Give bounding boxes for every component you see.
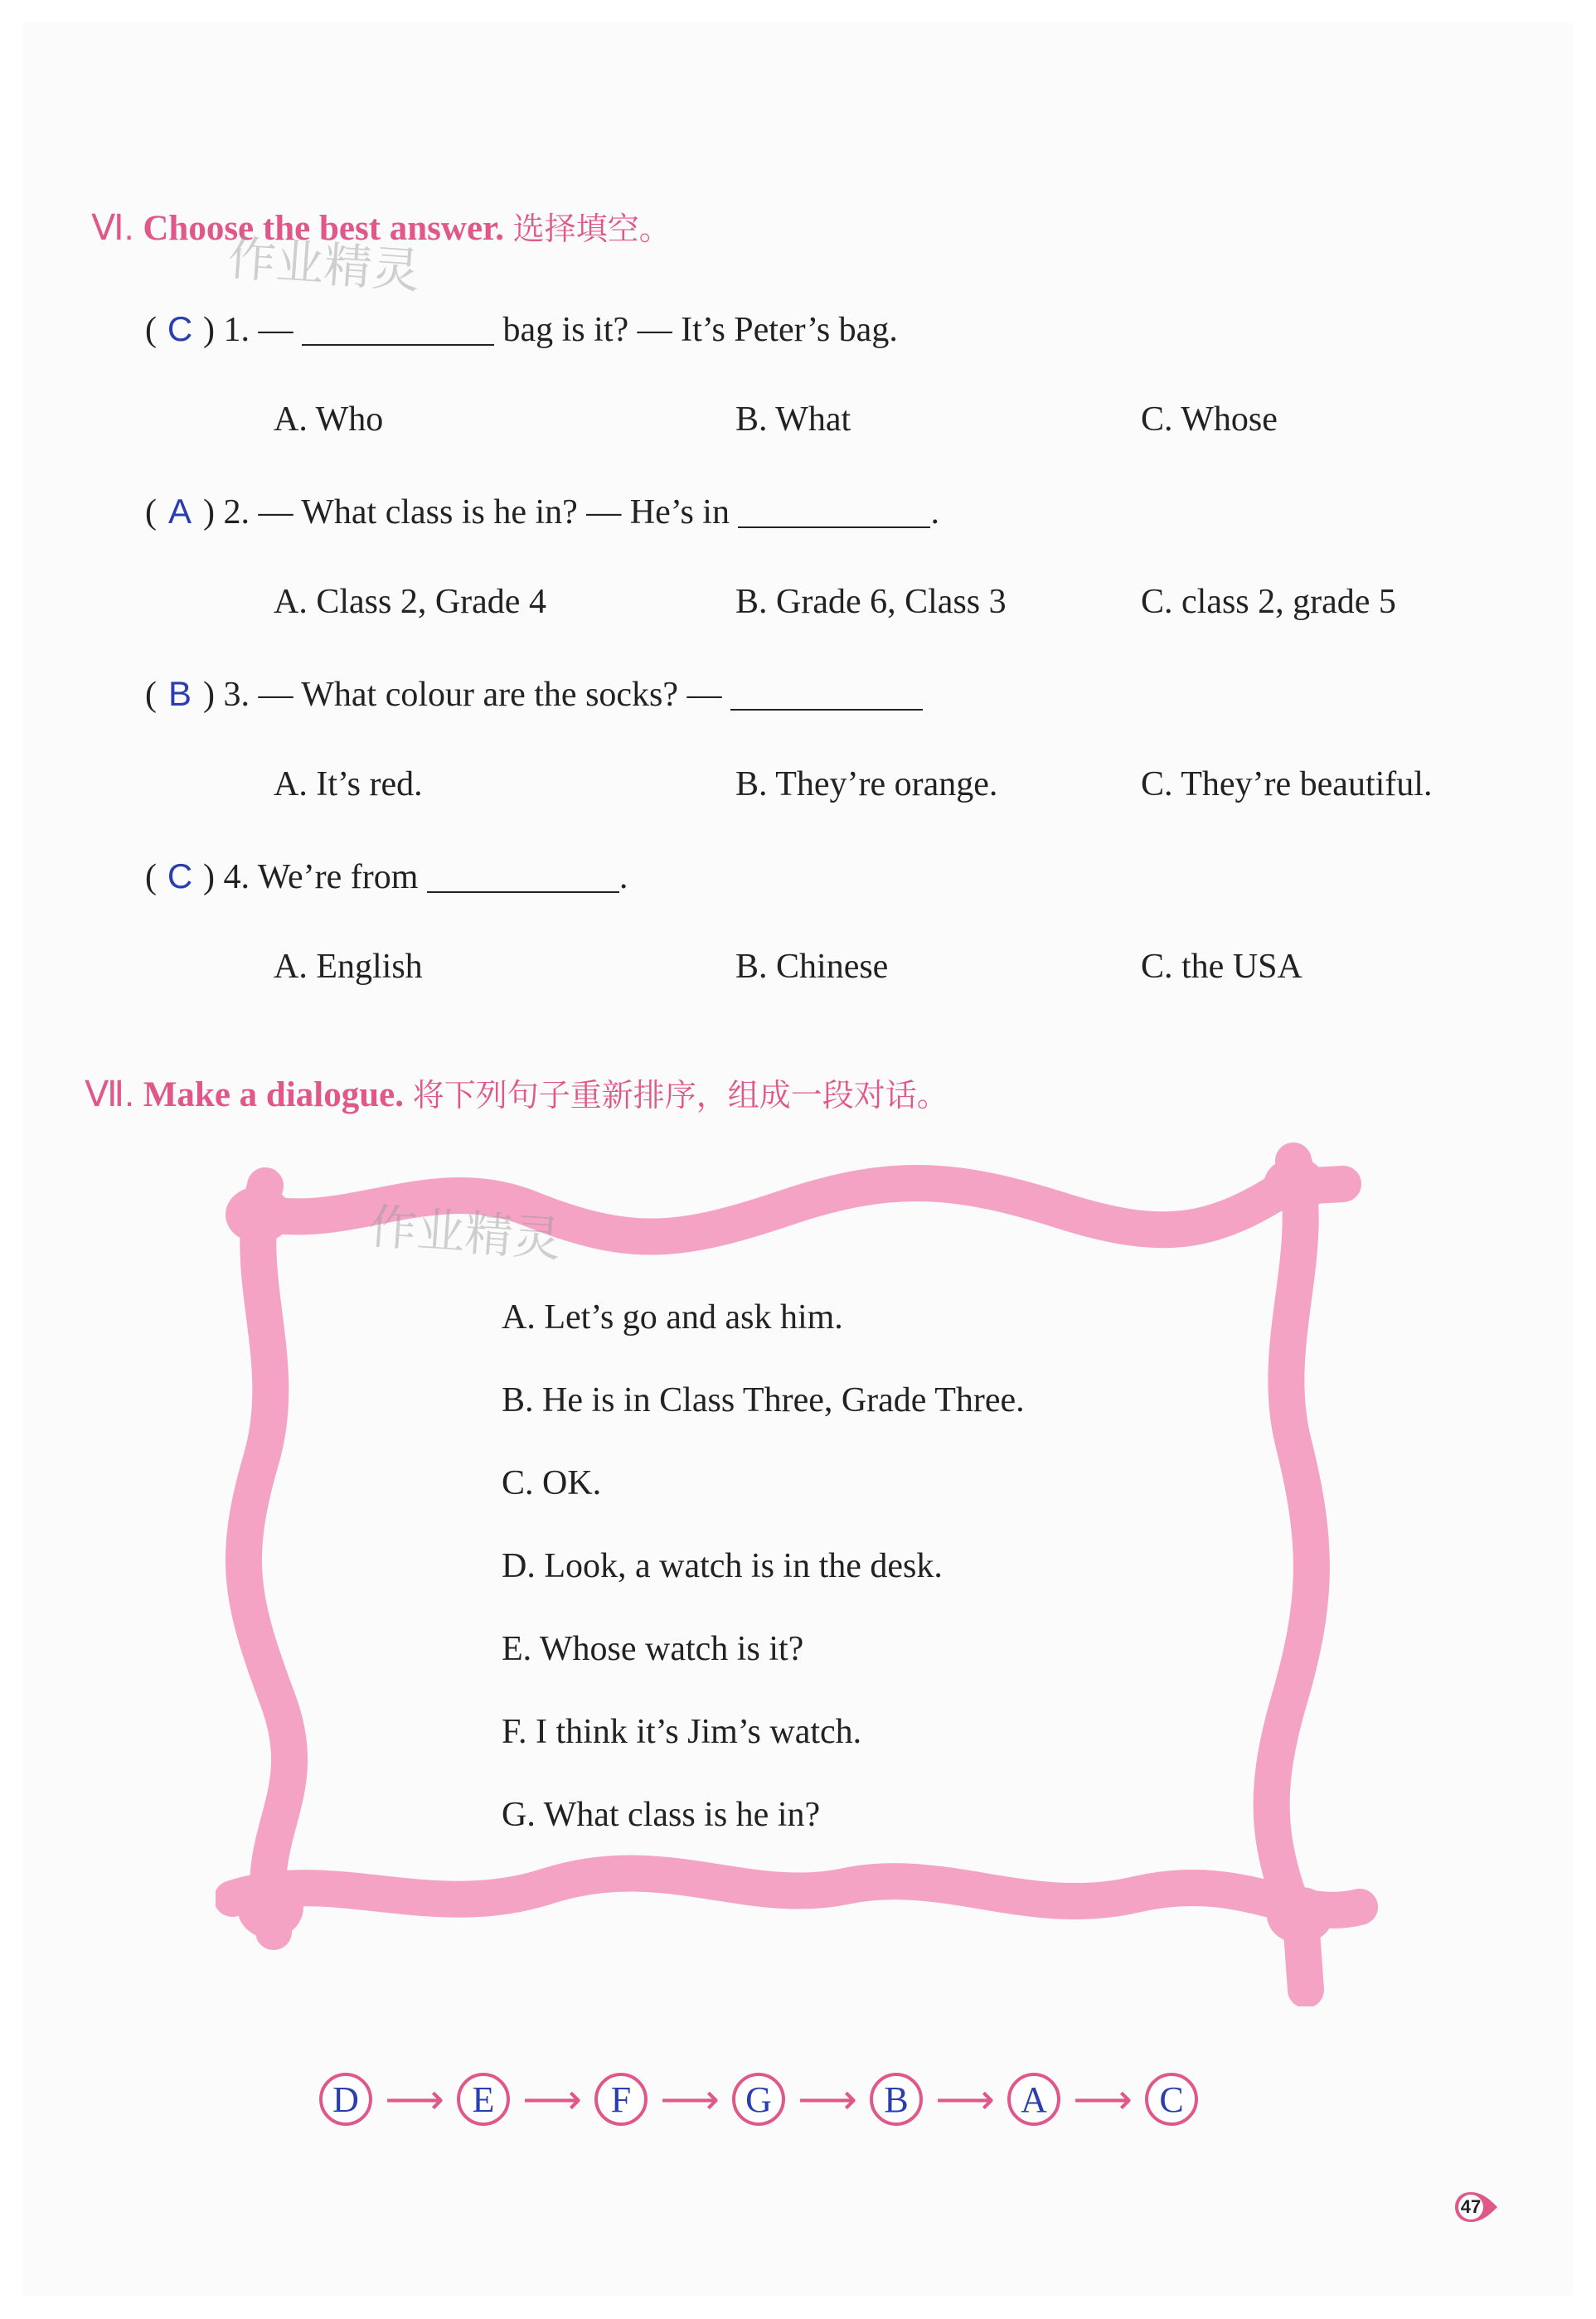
frame-bottom-stroke: [232, 1874, 1360, 1910]
option-4b: B. Chinese: [735, 948, 889, 986]
answer-4: C: [167, 856, 193, 895]
option-3c: C. They’re beautiful.: [1141, 765, 1433, 803]
order-circle-5: B: [870, 2073, 923, 2126]
option-2a: A. Class 2, Grade 4: [274, 583, 546, 621]
section-7-title-en: Make a dialogue.: [143, 1075, 404, 1114]
sentence-a: A. Let’s go and ask him.: [502, 1298, 843, 1337]
order-circle-7: C: [1145, 2073, 1198, 2126]
option-2c: C. class 2, grade 5: [1141, 583, 1396, 621]
answer-blank: [302, 311, 494, 346]
sentence-e: E. Whose watch is it?: [502, 1630, 804, 1668]
order-circle-6: A: [1007, 2073, 1060, 2126]
dialogue-order: [319, 2066, 1198, 2132]
question-4-stem-after: .: [619, 858, 628, 896]
question-2-stem-before: 2. — What class is he in? — He’s in: [223, 493, 730, 531]
option-4c: C. the USA: [1141, 948, 1303, 986]
arrow-right-icon: ⟶: [798, 2075, 857, 2123]
question-1-stem-before: 1. —: [223, 311, 293, 349]
sentence-b: B. He is in Class Three, Grade Three.: [502, 1381, 1025, 1419]
question-1: ( C ) 1. — bag is it? — It’s Peter’s bag.: [145, 309, 898, 349]
sentence-f: F. I think it’s Jim’s watch.: [502, 1713, 862, 1751]
question-3-stem-before: 3. — What colour are the socks? —: [223, 676, 722, 714]
section-7-heading: [85, 1070, 948, 1115]
question-4: ( C ) 4. We’re from .: [145, 856, 628, 896]
arrow-right-icon: ⟶: [522, 2075, 582, 2123]
page-number-badge: [1453, 2189, 1499, 2225]
order-circle-4: G: [732, 2073, 785, 2126]
option-2b: B. Grade 6, Class 3: [735, 583, 1007, 621]
answer-blank: [427, 858, 619, 893]
question-4-stem-before: 4. We’re from: [223, 858, 419, 896]
answer-blank: [738, 493, 930, 528]
question-1-stem-after: bag is it? — It’s Peter’s bag.: [502, 311, 898, 349]
question-2-stem-after: .: [930, 493, 939, 531]
option-3a: A. It’s red.: [274, 765, 423, 803]
answer-1: C: [167, 309, 193, 348]
order-circle-3: F: [594, 2073, 648, 2126]
answer-2: A: [167, 492, 192, 531]
option-1a: A. Who: [274, 400, 384, 439]
sentence-c: C. OK.: [502, 1464, 602, 1502]
section-7-title-zh: 将下列句子重新排序，组成一段对话。: [412, 1077, 948, 1113]
page-number: 47: [1460, 2196, 1482, 2217]
answer-blank: [730, 676, 923, 711]
order-circle-2: E: [457, 2073, 510, 2126]
arrow-right-icon: ⟶: [1073, 2075, 1133, 2123]
sentence-d: D. Look, a watch is in the desk.: [502, 1547, 943, 1585]
sentence-g: G. What class is he in?: [502, 1796, 821, 1834]
arrow-right-icon: ⟶: [935, 2075, 995, 2123]
option-3b: B. They’re orange.: [735, 765, 998, 803]
order-circle-1: D: [319, 2073, 372, 2126]
frame-right-stroke: [1272, 1161, 1312, 1990]
question-2: ( A ) 2. — What class is he in? — He’s in .: [145, 492, 939, 531]
frame-left-stroke: [244, 1186, 289, 1932]
section-6-roman: Ⅵ.: [91, 208, 134, 248]
option-1b: B. What: [735, 400, 851, 439]
watermark: 作业精灵: [366, 1197, 563, 1268]
answer-3: B: [167, 674, 192, 713]
watermark: 作业精灵: [226, 229, 422, 299]
question-3: ( B ) 3. — What colour are the socks? —: [145, 674, 923, 715]
section-7-roman: Ⅶ.: [85, 1075, 135, 1114]
section-6-title-zh: 选择填空。: [512, 211, 671, 247]
option-4a: A. English: [274, 948, 423, 986]
section-6-title-en: Choose the best answer.: [143, 209, 504, 248]
option-1c: C. Whose: [1141, 400, 1278, 439]
arrow-right-icon: ⟶: [660, 2075, 720, 2123]
arrow-right-icon: ⟶: [385, 2075, 444, 2123]
